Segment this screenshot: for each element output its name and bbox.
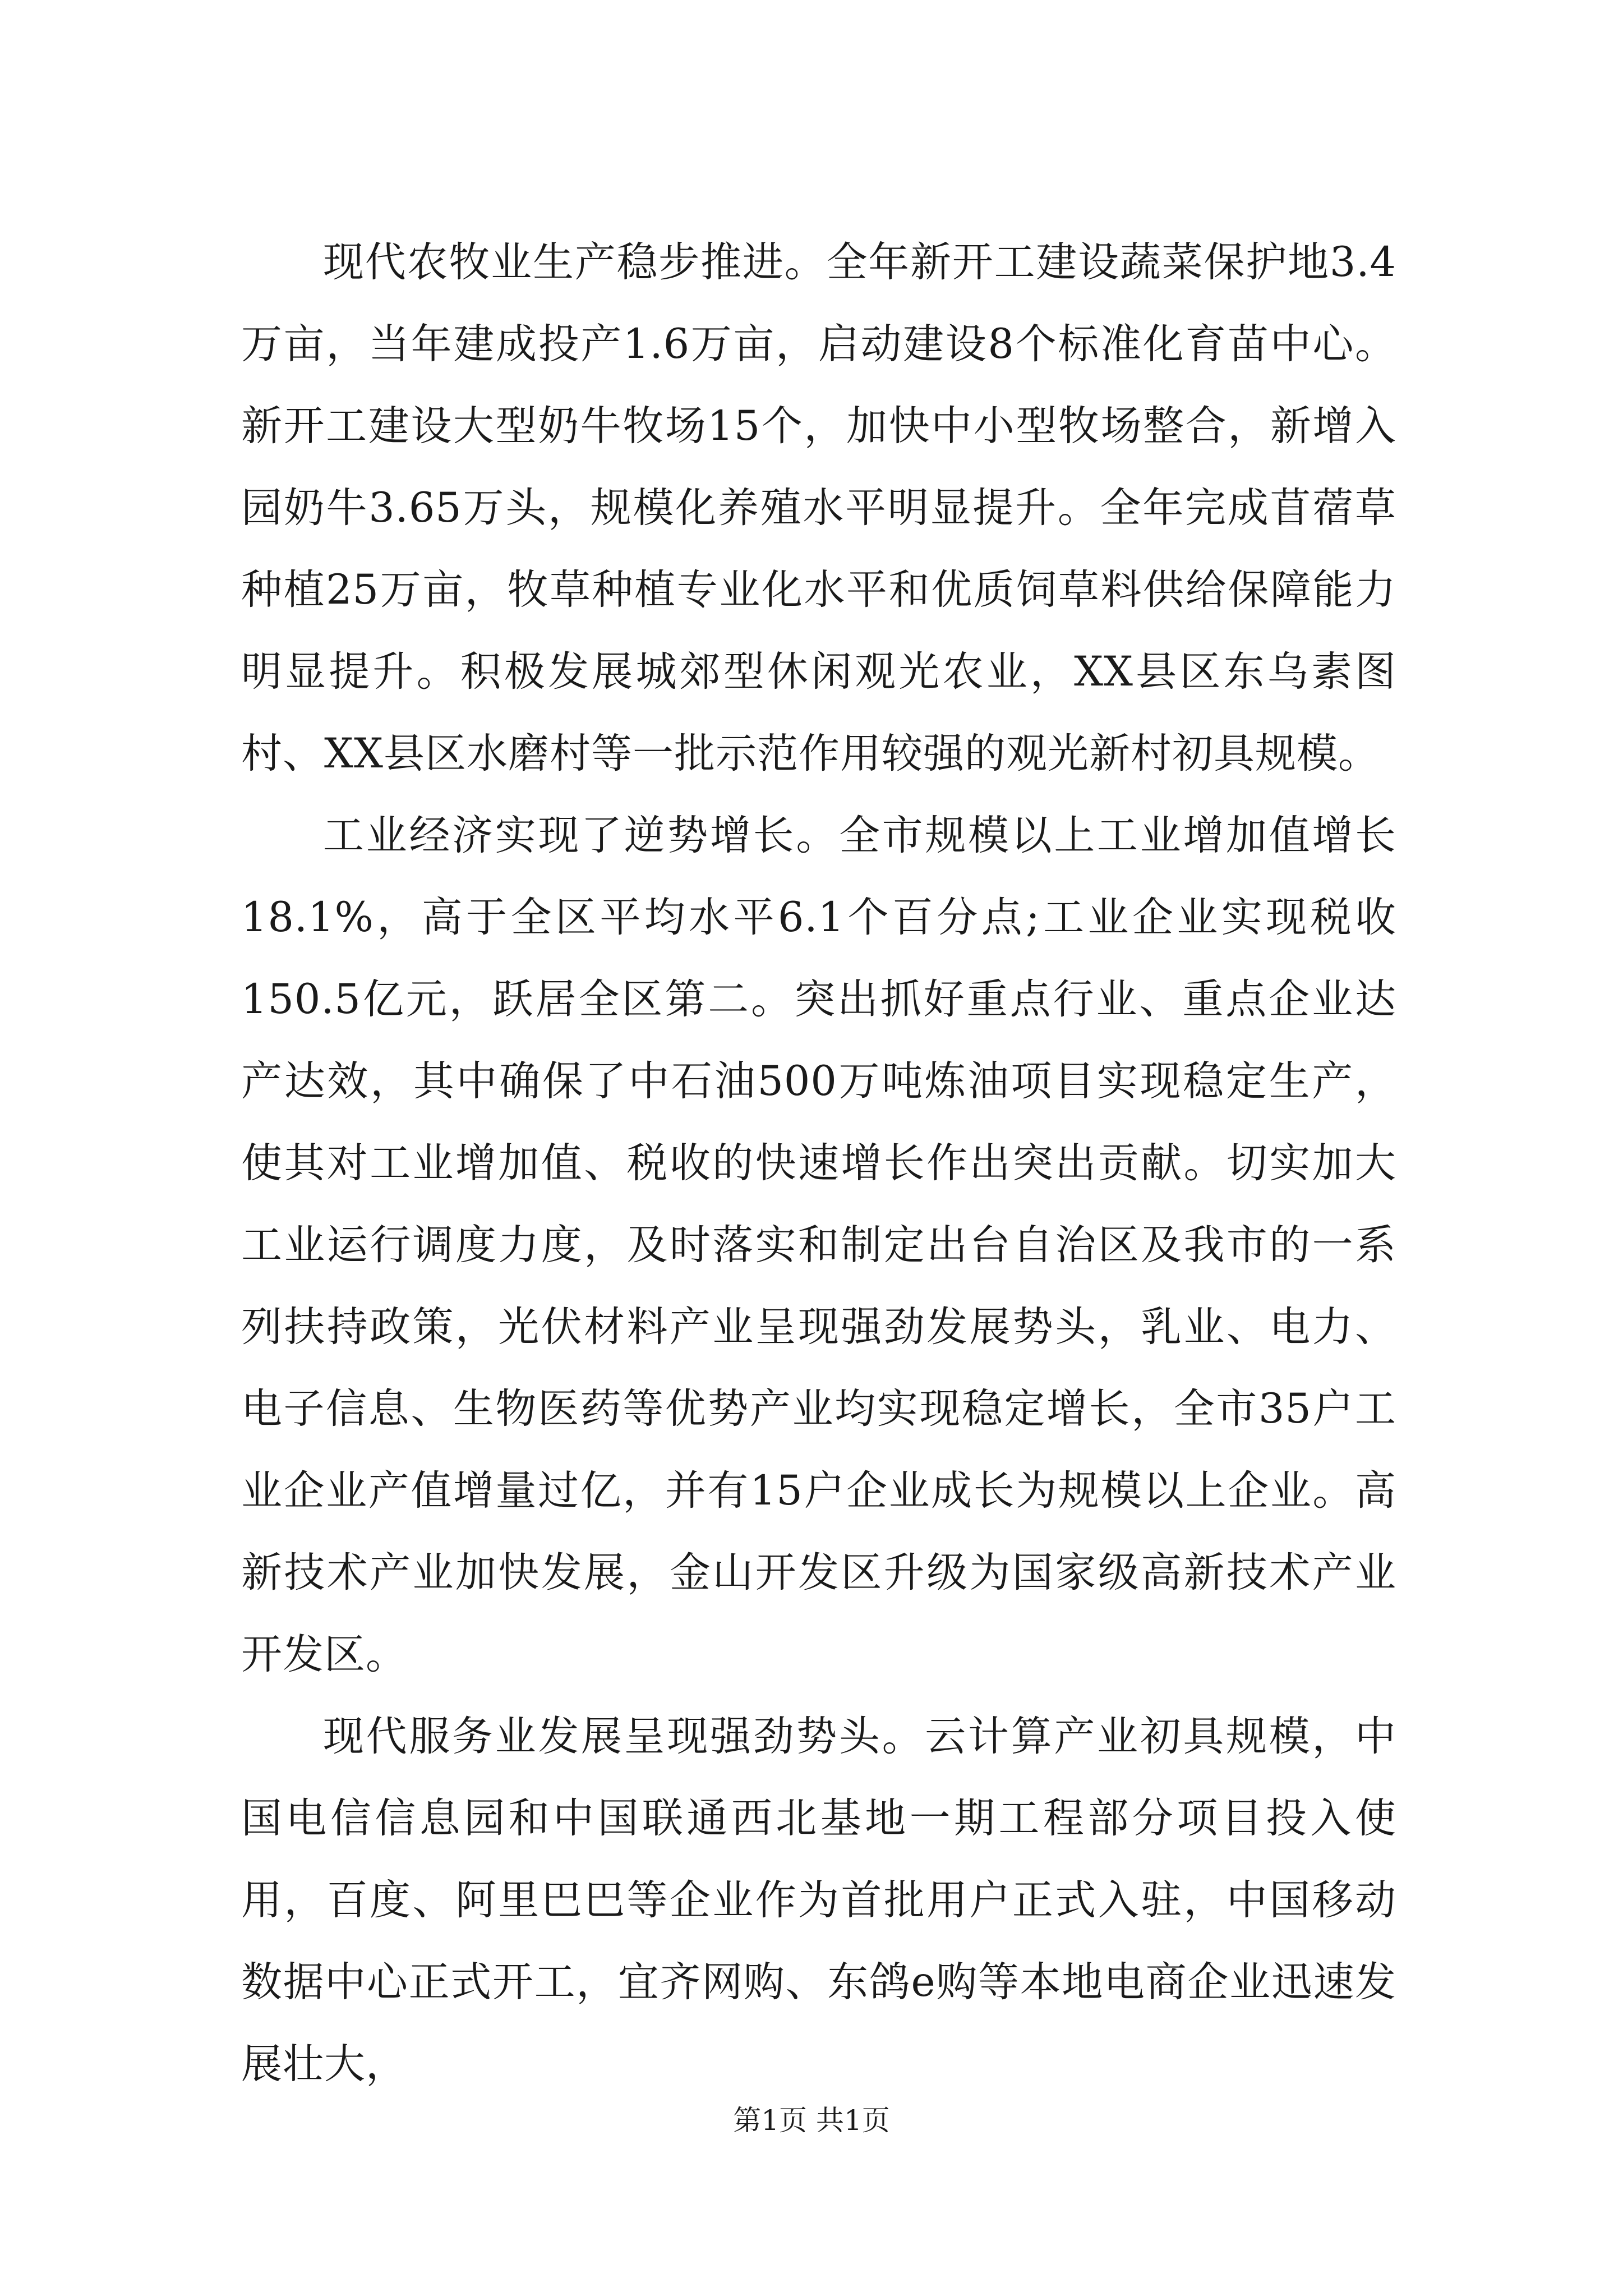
paragraph-services: 现代服务业发展呈现强劲势头。云计算产业初具规模，中国电信信息园和中国联通西北基地一期工程部分项目投入使用，百度、阿里巴巴等企业作为首批用户正式入驻，中国移动数据中心正式开工，宜齐网购、东鸽e购等本地电商企业迅速发展壮大，: [241, 1713, 1396, 2088]
paragraph-agriculture: 现代农牧业生产稳步推进。全年新开工建设蔬菜保护地3.4万亩，当年建成投产1.6万亩，启动建设8个标准化育苗中心。新开工建设大型奶牛牧场15个，加快中小型牧场整合，新增入园奶牛3.65万头，规模化养殖水平明显提升。全年完成苜蓿草种植25万亩，牧草种植专业化水平和优质饲草料供给保障能力明显提升。积极发展城郊型休闲观光农业，XX县区东乌素图村、XX县区水磨村等一批示范作用较强的观光新村初具规模。: [241, 238, 1396, 777]
page-footer: 第1页 共1页: [733, 2104, 890, 2137]
paragraph-industry: 工业经济实现了逆势增长。全市规模以上工业增加值增长18.1%，高于全区平均水平6.1个百分点;工业企业实现税收150.5亿元，跃居全区第二。突出抓好重点行业、重点企业达产达效，其中确保了中石油500万吨炼油项目实现稳定生产，使其对工业增加值、税收的快速增长作出突出贡献。切实加大工业运行调度力度，及时落实和制定出台自治区及我市的一系列扶持政策，光伏材料产业呈现强劲发展势头，乳业、电力、电子信息、生物医药等优势产业均实现稳定增长，全市35户工业企业产值增量过亿，并有15户企业成长为规模以上企业。高新技术产业加快发展，金山开发区升级为国家级高新技术产业开发区。: [241, 812, 1396, 1678]
document-body: [241, 222, 1396, 2105]
